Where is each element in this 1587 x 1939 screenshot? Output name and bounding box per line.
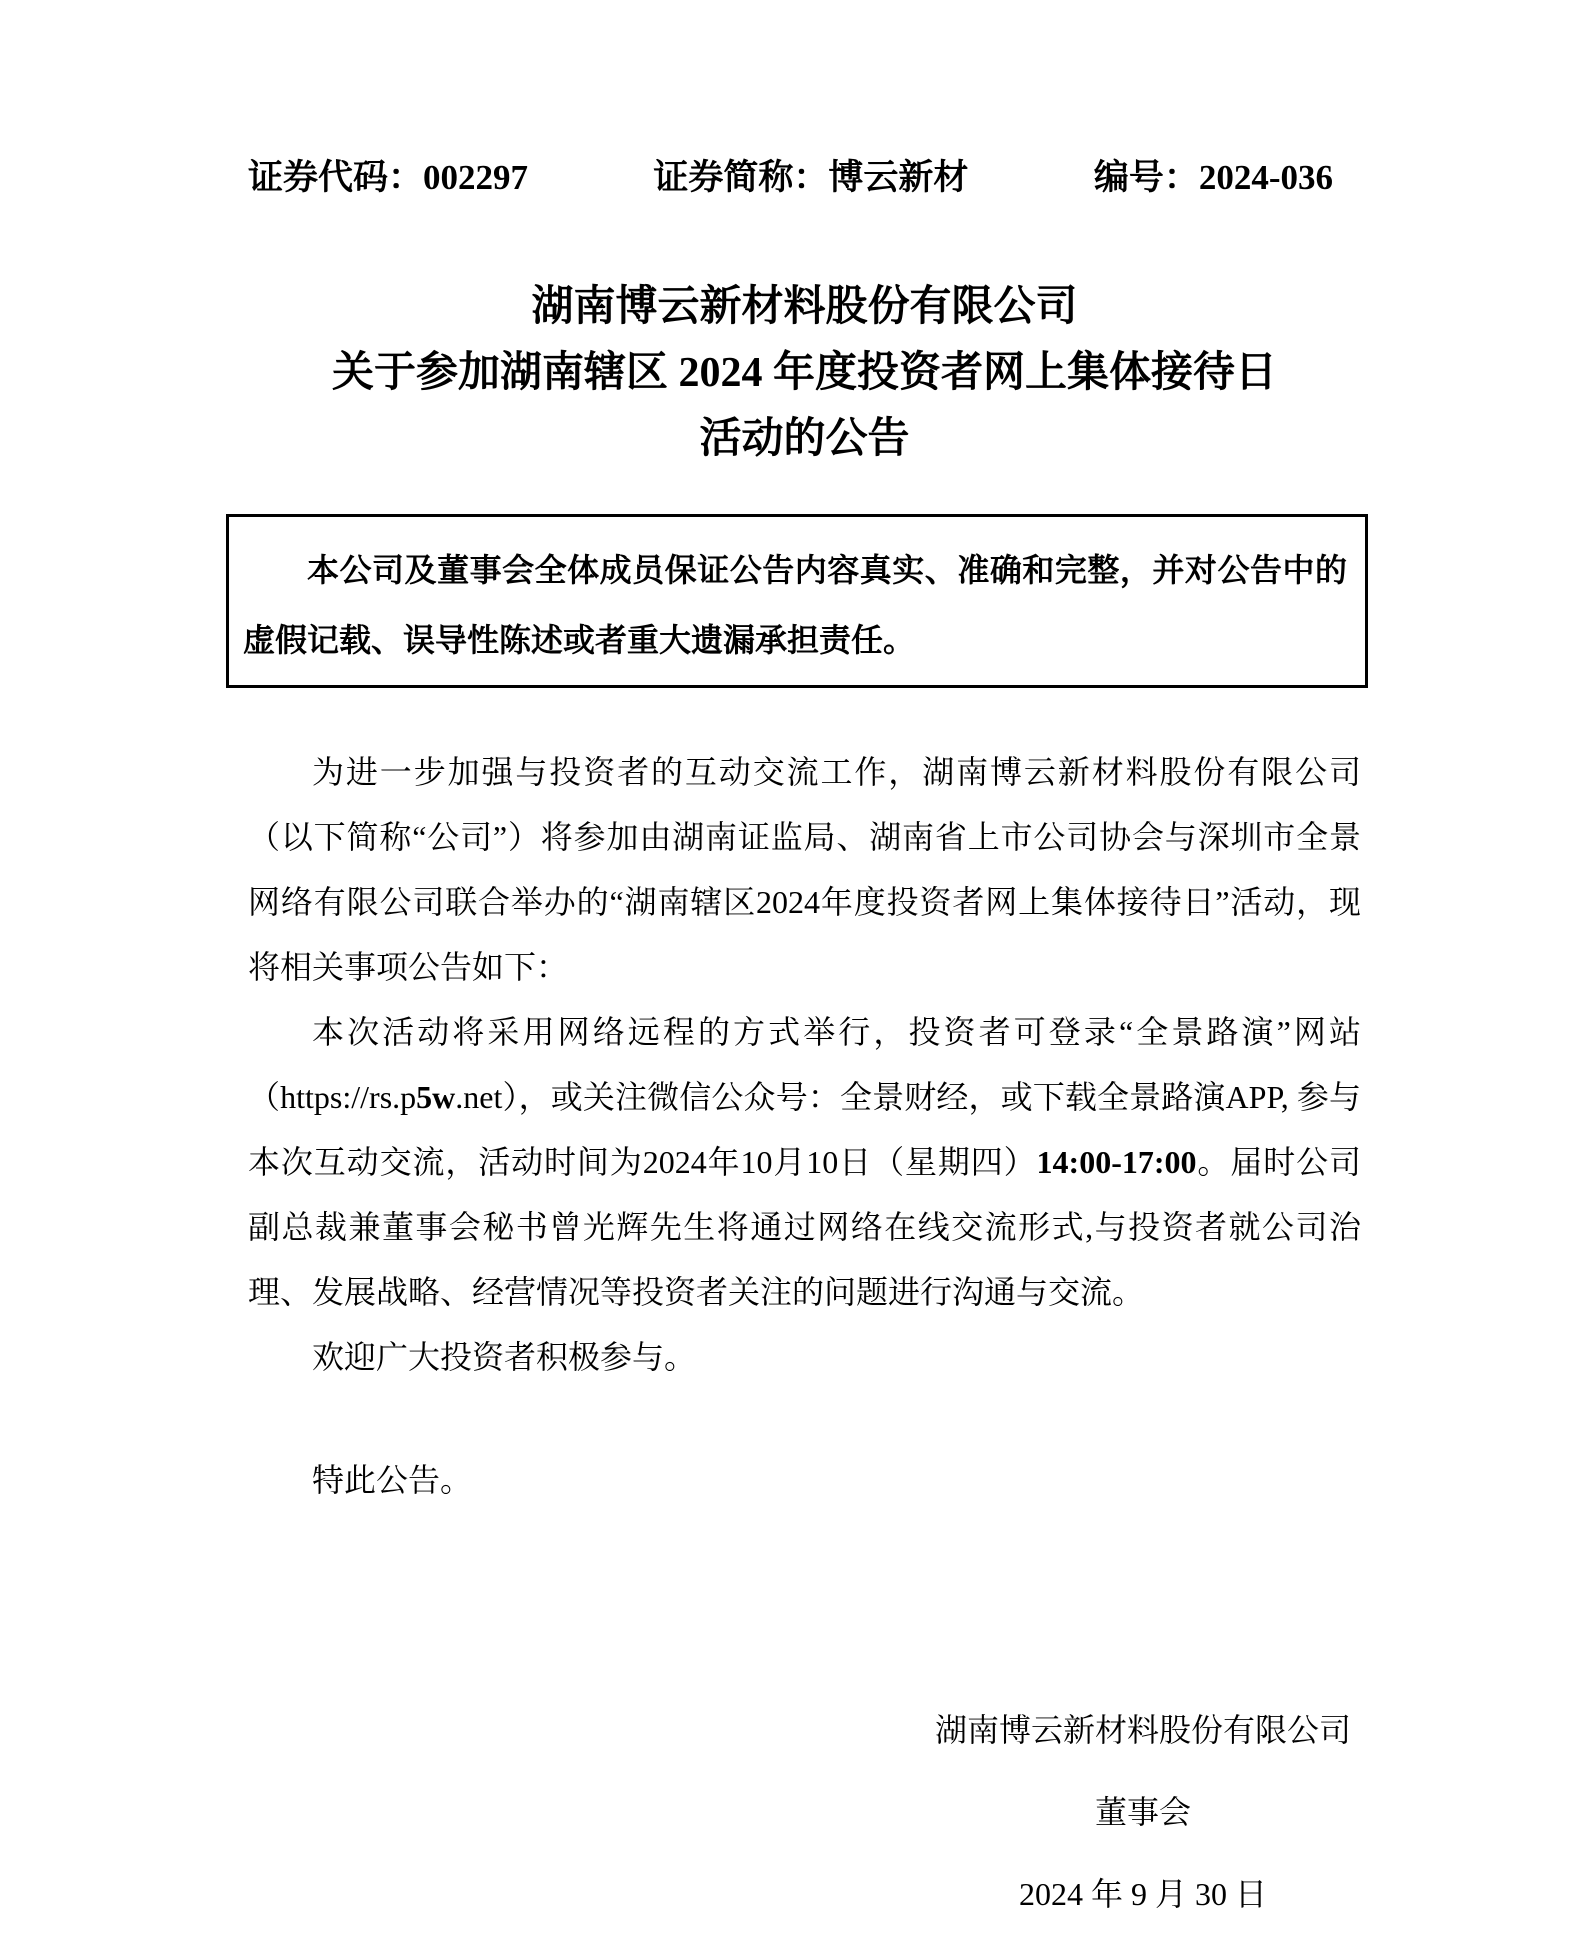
announcement-body — [248, 740, 1361, 1513]
disclaimer-text: 本公司及董事会全体成员保证公告内容真实、准确和完整，并对公告中的虚假记载、误导性陈述或者重大遗漏承担责任。 — [243, 552, 1347, 658]
body-paragraph-event-details: 本次活动将采用网络远程的方式举行，投资者可登录“全景路演”网站（https://rs.p5w.net），或关注微信公众号：全景财经，或下载全景路演APP, 参与本次互动交流，活动时间为2024年10月10日（星期四）14:00-17:00。届时公司副总裁兼董事会秘书曾光辉先生将通过网络在线交流形式,与投资者就公司治理、发展战略、经营情况等投资者关注的问题进行沟通与交流。 — [248, 1014, 1361, 1310]
document-header — [248, 150, 1361, 200]
document-title — [248, 274, 1361, 472]
stock-code: 证券代码：002297 — [248, 158, 529, 197]
body-paragraph-welcome: 欢迎广大投资者积极参与。 — [312, 1339, 697, 1375]
signature-board: 董事会 — [1094, 1794, 1191, 1830]
signature-date: 2024 年 9 月 30 日 — [1018, 1876, 1267, 1912]
title-line-company: 湖南博云新材料股份有限公司 — [531, 284, 1078, 330]
body-paragraph-intro: 为进一步加强与投资者的互动交流工作，湖南博云新材料股份有限公司（以下简称“公司”）将参加由湖南证监局、湖南省上市公司协会与深圳市全景网络有限公司联合举办的“湖南辖区2024年度投资者网上集体接待日”活动，现将相关事项公告如下： — [248, 754, 1361, 985]
signature-block — [935, 1689, 1351, 1935]
title-line-announcement: 活动的公告 — [699, 416, 910, 462]
signature-company: 湖南博云新材料股份有限公司 — [934, 1712, 1351, 1748]
disclaimer-box — [226, 514, 1368, 688]
announcement-number: 编号：2024-036 — [1093, 158, 1333, 197]
stock-short-name: 证券简称：博云新材 — [653, 158, 969, 197]
closing-statement: 特此公告。 — [312, 1462, 473, 1498]
title-line-subject: 关于参加湖南辖区 2024 年度投资者网上集体接待日 — [331, 350, 1277, 396]
